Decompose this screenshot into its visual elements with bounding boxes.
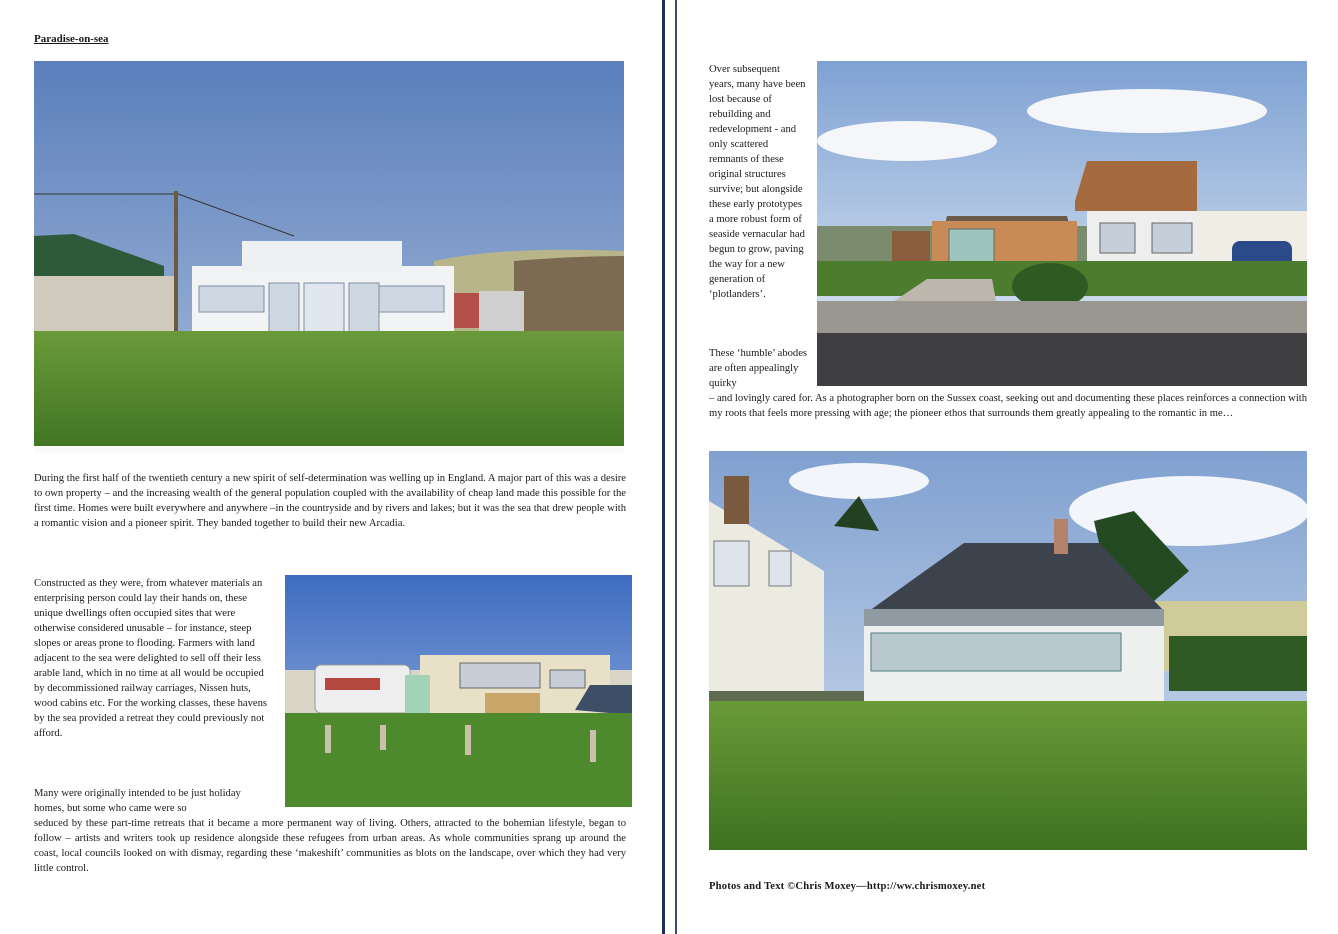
subsequent-years-paragraph: Over subsequent years, many have been lost because of rebuilding and redevelopment - and only scattered remnants of these original structures survive; but alongside these early prototypes a more robust form of seaside vernacular had begun to grow, paving the way for a new generation of ‘plotlanders’. <box>709 64 806 300</box>
humble-abodes-paragraph-start: These ‘humble’ abodes are often appealingly quirky <box>709 348 808 389</box>
credits-footer: Photos and Text ©Chris Moxey—http://ww.chrismoxey.net <box>709 881 986 892</box>
intro-paragraph: During the first half of the twentieth century a new spirit of self-determination was welling up in England. A major part of this was a desire to own property – and the increasing wealth of the general population coupled with the availability of cheap land made this possible for the first time. Homes were built everywhere and anywhere –in the countryside and by rivers and lakes; but it was the sea that drew people with a romantic vision and a pioneer spirit. They banded together to build their new Arcadia. <box>34 473 626 529</box>
photo-sunroom-bungalow <box>709 451 1307 850</box>
constructed-paragraph: Constructed as they were, from whatever materials an enterprising person could lay their hands on, these unique dwellings often occupied sites that were otherwise considered unusable – for instance, steep slopes or areas prone to flooding. Farmers with land adjacent to the sea were delighted to sell off their less arable land, which in no time at all would be occupied by decommissioned railway carriages, Nissen huts, wood cabins etc. For the working classes, these havens by the sea provided a retreat they could previously not afford. <box>34 578 268 739</box>
humble-abodes-paragraph-end: – and lovingly cared for. As a photographer born on the Sussex coast, seeking out and documenting these places reinforces a connection with my roots that feels more pressing with age; the pioneer ethos that surrounds them greatly appealing to the romantic in me… <box>709 393 1307 419</box>
holiday-homes-paragraph-end: seduced by these part-time retreats that it became a more permanent way of living. Others, attracted to the bohemian lifestyle, began to follow – artists and writers took up residence alongside these refugees from urban areas. As whole communities sprang up around the coast, local councils looked on with dismay, regarding these ‘makeshift’ communities as blots on the landscape, over which they had very little control. <box>34 818 626 874</box>
article-title: Paradise-on-sea <box>34 33 109 45</box>
gutter-line-left <box>662 0 665 934</box>
photo-white-bungalow <box>34 61 624 453</box>
left-page <box>0 0 662 934</box>
photo-bungalow-garage <box>817 61 1307 386</box>
right-page <box>679 0 1338 934</box>
photo-caravan-chalets <box>285 575 632 807</box>
gutter-line-right <box>675 0 677 934</box>
page-gutter <box>662 0 679 934</box>
holiday-homes-paragraph-start: Many were originally intended to be just holiday homes, but some who came were so <box>34 788 241 814</box>
